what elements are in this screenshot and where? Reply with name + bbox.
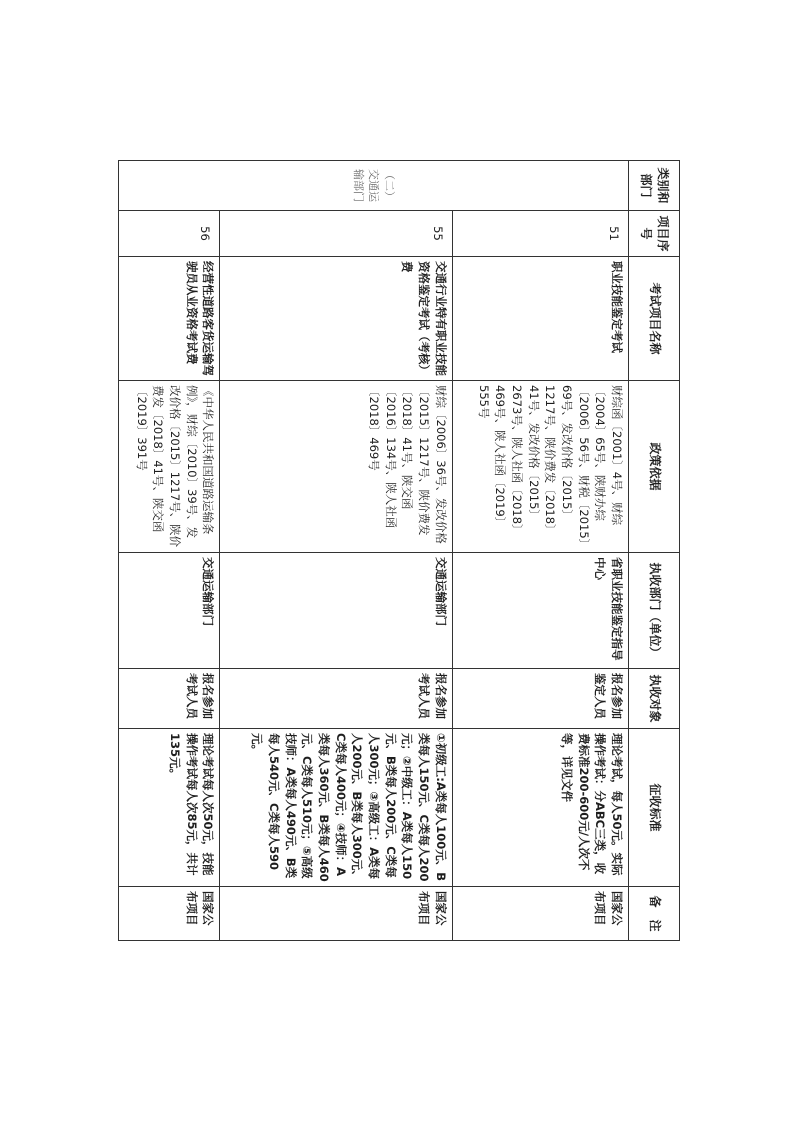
row-name: 经营性道路客货运输驾驶员从业资格考试费 [119, 257, 220, 381]
row-note: 国家公布项目 [220, 887, 452, 941]
header-dept: 执收部门（单位） [629, 553, 680, 669]
header-standard: 征收标准 [629, 729, 680, 887]
row-name: 职业技能鉴定考试 [452, 257, 628, 381]
header-target: 执收对象 [629, 669, 680, 729]
header-note: 备 注 [629, 887, 680, 941]
header-seq: 项目序号 [629, 211, 680, 257]
table-row [220, 161, 452, 941]
category-cell: （二）交通运输部门 [119, 161, 629, 211]
row-target: 报名参加考试人员 [220, 669, 452, 729]
header-name: 考试项目名称 [629, 257, 680, 381]
row-target: 报名参加鉴定人员 [452, 669, 628, 729]
row-name: 交通行业特有职业技能资格鉴定考试（考核）费 [220, 257, 452, 381]
row-note: 国家公布项目 [119, 887, 220, 941]
row-standard: 理论考试，每人50元。实际操作考试：分ABC三类，收费标准200-600元/人次不等，详见文件 [452, 729, 628, 887]
row-seq: 51 [452, 211, 628, 257]
row-standard: ①初级工:A类每人100元、B类每人150元、C类每人200元；②中级工：A类每人150元、B类每人200元、C类每人300元；③高级工：A类每人200元、B类每人300元、C类每人400元；④技师：A类每人360元、B类每人460元、C类每人510元；⑤高级技师：A类每人490元、B类每人540元、C类每人590元。 [220, 729, 452, 887]
row-dept: 交通运输部门 [220, 553, 452, 669]
row-target: 报名参加考试人员 [119, 669, 220, 729]
header-basis: 政策依据 [629, 381, 680, 553]
row-basis: 财综〔2006〕36号、发改价格〔2015〕1217号、陕价费发〔2018〕41号、陕交函〔2016〕134号、陕人社函〔2018〕469号 [220, 381, 452, 553]
row-note: 国家公布项目 [452, 887, 628, 941]
table-row [119, 161, 220, 941]
table-row [452, 161, 628, 941]
row-seq: 56 [119, 211, 220, 257]
row-seq: 55 [220, 211, 452, 257]
header-category: 类别和部门 [629, 161, 680, 211]
row-dept: 省职业技能鉴定指导中心 [452, 553, 628, 669]
fee-table [118, 160, 680, 941]
row-basis: 《中华人民共和国道路运输条例》，财综〔2010〕39号、发改价格〔2015〕1217号、陕价费发〔2018〕41号、陕交函〔2019〕391号 [119, 381, 220, 553]
rotated-fee-table-wrapper [118, 160, 680, 940]
table-header-row [629, 161, 680, 941]
row-basis: 财综函〔2001〕4号、财综〔2004〕65号、陕财办综〔2006〕56号、财税〔2015〕69号、发改价格〔2015〕1217号、陕价费发〔2018〕41号、发改价格〔2015〕2673号、陕人社函〔2018〕469号、陕人社函〔2019〕555号 [452, 381, 628, 553]
row-standard: 理论考试每人次50元，技能操作考试每人次85元，共计135元。 [119, 729, 220, 887]
row-dept: 交通运输部门 [119, 553, 220, 669]
